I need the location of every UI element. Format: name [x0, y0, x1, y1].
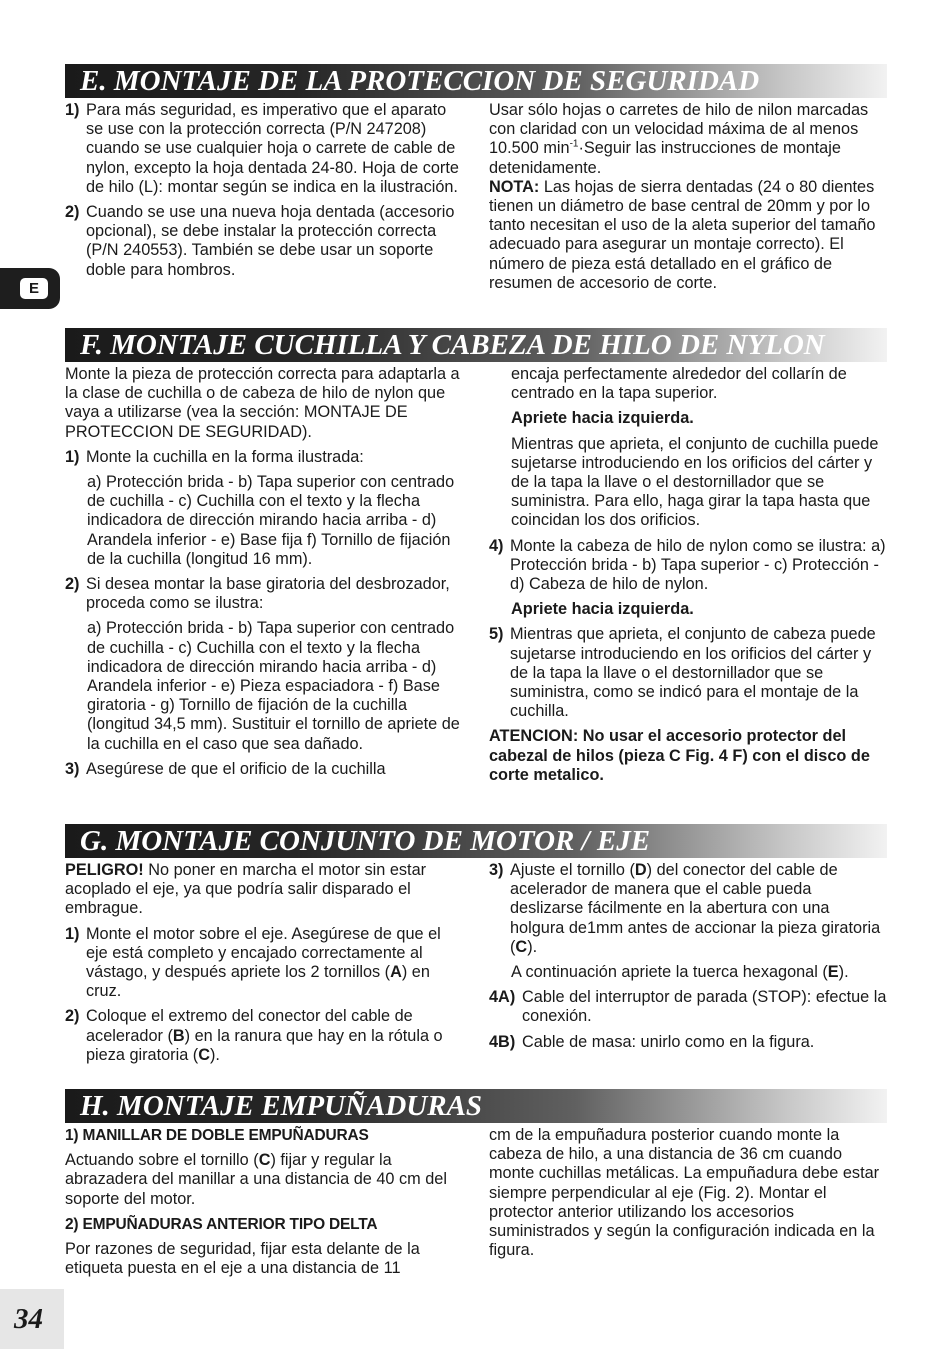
list-item: 4) Monte la cabeza de hilo de nylon como se ilustra: a) Protección brida - b) Tapa superior - c) Protección - d) Cabeza de hilo de nylon.: [489, 536, 886, 594]
list-item: 4B) Cable de masa: unirlo como en la figura.: [489, 1032, 815, 1051]
list-item: 1) Monte la cuchilla en la forma ilustrada:: [65, 447, 364, 466]
section-g-right-column: [489, 861, 887, 1058]
list-item: 2) Coloque el extremo del conector del cable de acelerador (B) en la ranura que hay en la rótula o pieza giratoria (C).: [65, 1007, 443, 1064]
section-f-right-column: [489, 365, 887, 791]
danger-paragraph: PELIGRO! No poner en marcha el motor sin estar acoplado el eje, ya que podría salir disparado el embrague.: [65, 861, 427, 918]
paragraph: A continuación apriete la tuerca hexagonal (E).: [511, 963, 849, 982]
section-f: [65, 328, 887, 784]
subheading: 2) EMPUÑADURAS ANTERIOR TIPO DELTA: [65, 1215, 378, 1233]
section-e-title: E. MONTAJE DE LA PROTECCION DE SEGURIDAD: [65, 64, 887, 98]
list-item: 4A) Cable del interruptor de parada (STOP): efectue la conexión.: [489, 988, 887, 1026]
paragraph: Por razones de seguridad, fijar esta delante de la etiqueta puesta en el eje a una distancia de 11: [65, 1240, 420, 1278]
section-f-left-column: [65, 365, 465, 785]
list-item: 2) Cuando se use una nueva hoja dentada (accesorio opcional), se debe instalar la protección correcta (P/N 240553). También se debe usar un soporte doble para hombros.: [65, 203, 455, 279]
emphasis-line: Apriete hacia izquierda.: [511, 600, 694, 619]
note-paragraph: NOTA: Las hojas de sierra dentadas (24 o 80 dientes tienen un diámetro de base central de 20mm y por lo tanto necesitan el uso de la aleta superior del tamaño adecuado para asegurar un montaje correcto). El número de pieza está detallado en el gráfico de resumen de accesorio de corte.: [489, 177, 876, 292]
intro-paragraph: Monte la pieza de protección correcta para adaptarla a la clase de cuchilla o de cabeza de hilo de nylon que vaya a utilizarse (vea la sección: MONTAJE DE PROTECCION DE SEGURIDAD).: [65, 365, 460, 441]
paragraph: Usar sólo hojas o carretes de hilo de nilon marcadas con claridad con un velocidad máxima de al menos 10.500 $\min^{-1}\cdot Seguir$ las instrucciones de montaje detenidamente.: [489, 101, 869, 177]
list-sub-item: a) Protección brida - b) Tapa superior con centrado de cuchilla - c) Cuchilla con el texto y la flecha indicadora de dirección mirando hacia arriba - d) Arandela inferior - e) Pieza espaciadora - f) Base giratoria - g) Tornillo de fijación de la cuchilla (longitud 34,5 mm). Sustituir el tornillo de apriete de la cuchilla en el caso que sea dañado.: [87, 619, 460, 753]
section-h-left-column: [65, 1126, 465, 1284]
list-item: 3) Asegúrese de que el orificio de la cuchilla: [65, 759, 386, 778]
paragraph: encaja perfectamente alrededor del collarín de centrado en la tapa superior.: [511, 365, 847, 403]
list-item: 1) Para más seguridad, es imperativo que el aparato se use con la protección correcta (P/N 247208) cuando se use cualquier hoja o carrete de cable de nylon, excepto la hoja dentada 24-80. Hoja de corte de hilo (L): montar según se indica en la ilustración.: [65, 101, 459, 196]
section-e-left-column: [65, 101, 465, 286]
section-h-title: H. MONTAJE EMPUÑADURAS: [65, 1089, 887, 1123]
section-g-left-column: [65, 861, 465, 1071]
subheading: 1) MANILLAR DE DOBLE EMPUÑADURAS: [65, 1127, 369, 1144]
section-g: [65, 824, 887, 1064]
list-item: 5) Mientras que aprieta, el conjunto de cabeza puede sujetarse introduciendo en los orificios del cárter y de la tapa la llave o el destornillador que se suministra, como se indicó para el montaje de la cuchilla.: [489, 625, 876, 721]
section-g-title: G. MONTAJE CONJUNTO DE MOTOR / EJE: [65, 824, 887, 858]
emphasis-line: Apriete hacia izquierda.: [511, 409, 694, 428]
page-number-box: [0, 1289, 64, 1349]
paragraph: Actuando sobre el tornillo (C) fijar y regular la abrazadera del manillar a una distancia de 40 cm del soporte del motor.: [65, 1151, 447, 1208]
list-item: 1) Monte el motor sobre el eje. Asegúrese de que el eje está completo y encajado correctamente al vástago, y después apriete los 2 tornillos (A) en cruz.: [65, 924, 441, 1001]
section-h: [65, 1089, 887, 1278]
list-item: 2) Si desea montar la base giratoria del desbrozador, proceda como se ilustra:: [65, 575, 450, 613]
section-e-right-column: [489, 101, 887, 299]
warning-paragraph: ATENCION: No usar el accesorio protector del cabezal de hilos (pieza C Fig. 4 F) con el disco de corte metalico.: [489, 727, 870, 784]
paragraph: cm de la empuñadura posterior cuando monte la cabeza de hilo, a una distancia de 36 cm cuando monte cuchillas metálicas. La empuñadura debe estar siempre perpendicular al eje (Fig. 2). Montar el protector anterior utilizando los accesorios suministrados y según la configuración indicada en la figura.: [489, 1126, 880, 1260]
language-tab: [0, 268, 60, 309]
section-e: [65, 64, 887, 292]
list-item: 3) Ajuste el tornillo (D) del conector del cable de acelerador de manera que el cable pueda deslizarse fácilmente en la abertura con una holgura de1mm antes de accionar la pieza giratoria (C).: [489, 861, 881, 956]
section-h-right-column: [489, 1126, 887, 1266]
paragraph: Mientras que aprieta, el conjunto de cuchilla puede sujetarse introduciendo en los orificios del cárter y de la tapa la llave o el destornillador que se suministra. Para ello, haga girar la tapa hasta que coincidan los dos orificios.: [511, 434, 879, 530]
language-tab-label: E: [20, 278, 48, 299]
page-number: 34: [14, 1303, 43, 1335]
list-sub-item: a) Protección brida - b) Tapa superior con centrado de cuchilla - c) Cuchilla con el texto y la flecha indicadora de dirección mirando hacia arriba - d) Arandela inferior - e) Base fija f) Tornillo de fijación de la cuchilla (longitud 16 mm).: [87, 473, 455, 568]
section-f-title: F. MONTAJE CUCHILLA Y CABEZA DE HILO DE NYLON: [65, 328, 887, 362]
